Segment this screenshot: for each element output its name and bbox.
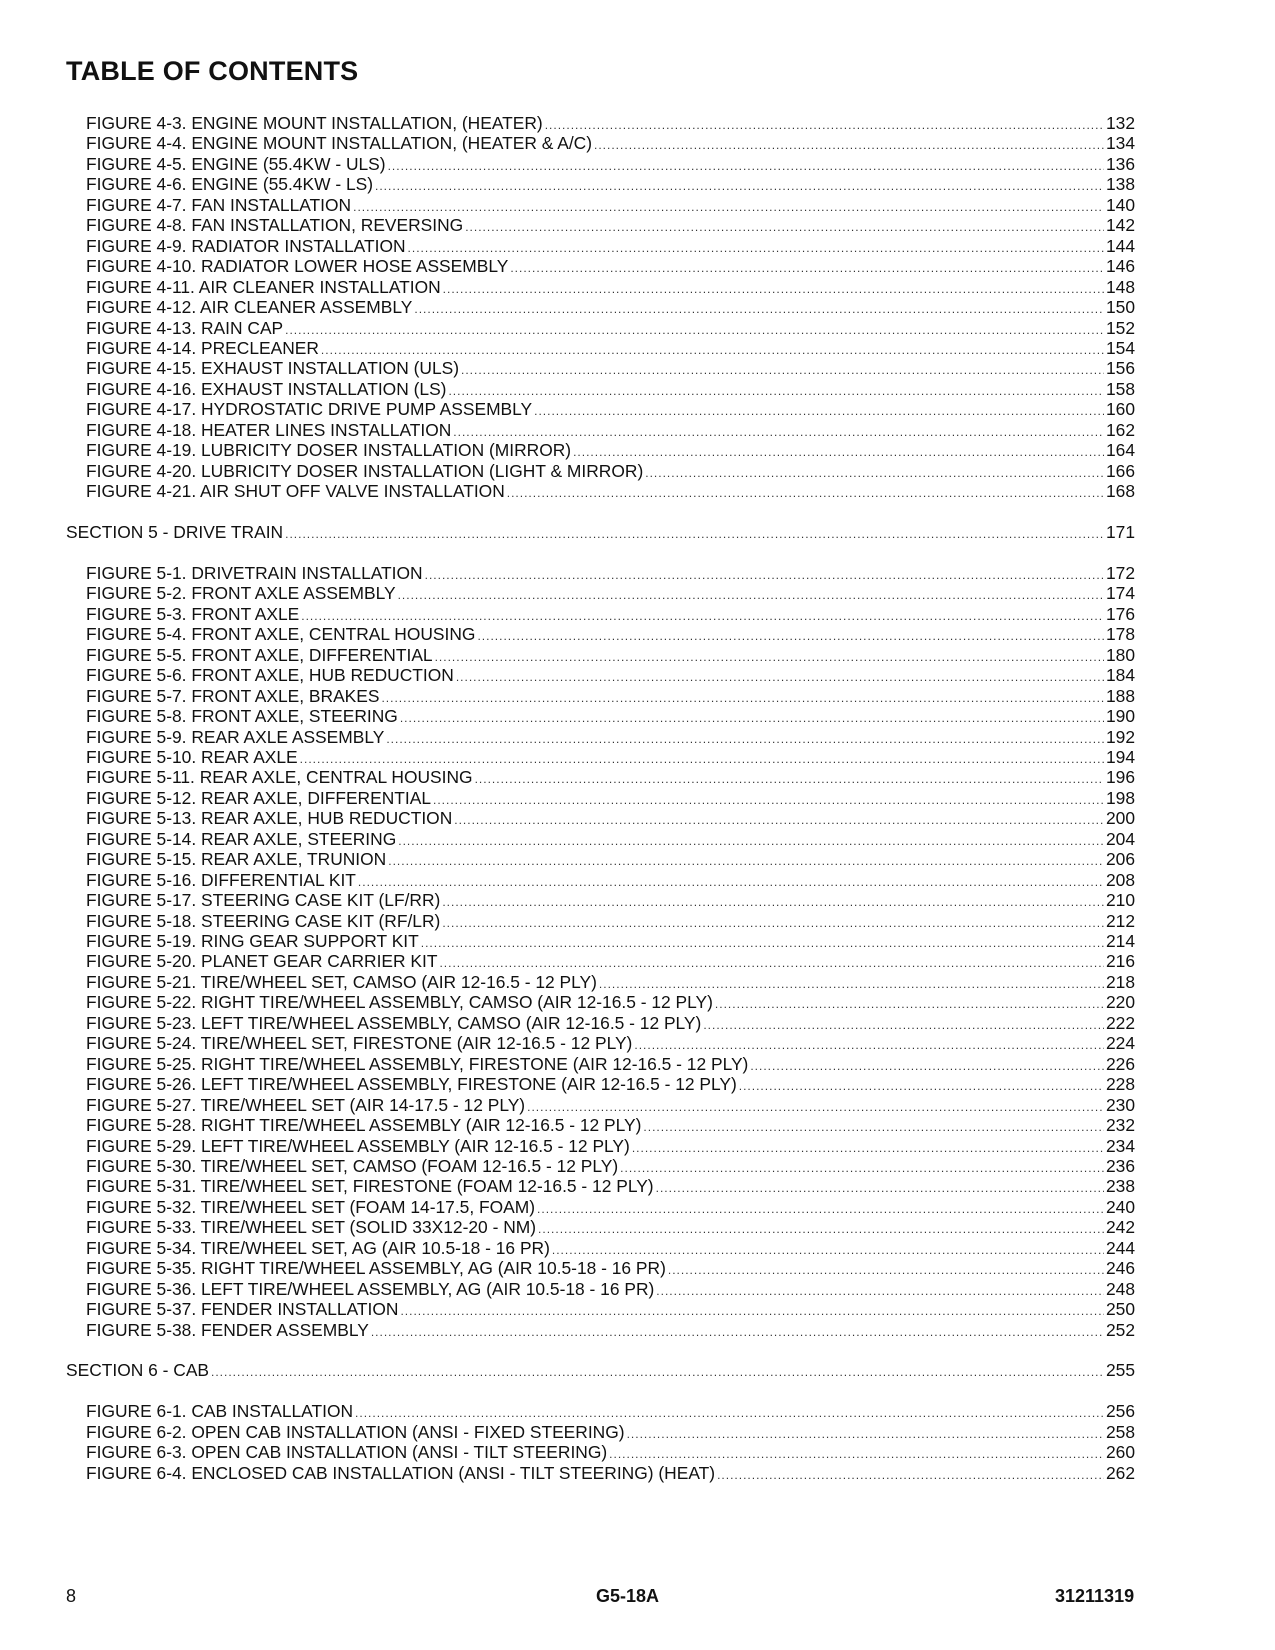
toc-figure-entry[interactable]: [0, 1217, 1275, 1238]
dot-leader: [211, 1362, 1104, 1383]
toc-entry-label: FIGURE 4-16. EXHAUST INSTALLATION (LS): [86, 378, 447, 399]
toc-entry-page: 210: [1105, 890, 1135, 911]
toc-entry-label: FIGURE 5-28. RIGHT TIRE/WHEEL ASSEMBLY (AIR 12-16.5 - 12 PLY): [86, 1115, 642, 1136]
toc-entry-page: 214: [1105, 931, 1135, 951]
toc-entry-label: FIGURE 5-19. RING GEAR SUPPORT KIT: [86, 931, 419, 951]
toc-figure-entry[interactable]: [0, 1320, 1275, 1341]
dot-leader: [507, 483, 1104, 504]
toc-figure-entry[interactable]: [0, 992, 1275, 1013]
toc-entry-page: 252: [1105, 1319, 1135, 1340]
toc-figure-entry[interactable]: [0, 1299, 1275, 1320]
toc-figure-entry[interactable]: [0, 440, 1275, 461]
toc-figure-entry[interactable]: [0, 829, 1275, 850]
toc-figure-entry[interactable]: [0, 1258, 1275, 1279]
toc-entry-label: FIGURE 5-13. REAR AXLE, HUB REDUCTION: [86, 808, 453, 829]
toc-entry-label: FIGURE 5-37. FENDER INSTALLATION: [86, 1299, 399, 1320]
toc-figure-entry[interactable]: [0, 297, 1275, 318]
toc-figure-entry[interactable]: [0, 727, 1275, 748]
toc-entry-label: FIGURE 5-18. STEERING CASE KIT (RF/LR): [86, 910, 441, 931]
toc-entry-label: FIGURE 5-20. PLANET GEAR CARRIER KIT: [86, 951, 438, 972]
toc-entry-label: SECTION 6 - CAB: [66, 1360, 210, 1381]
toc-entry-page: 256: [1105, 1401, 1135, 1422]
toc-entry-page: 224: [1105, 1033, 1135, 1054]
toc-figure-entry[interactable]: [0, 420, 1275, 441]
toc-entry-page: 218: [1105, 971, 1135, 992]
toc-entry-label: FIGURE 6-1. CAB INSTALLATION: [86, 1401, 354, 1422]
toc-entry-page: 184: [1105, 665, 1135, 686]
toc-entry-label: FIGURE 4-8. FAN INSTALLATION, REVERSING: [86, 215, 464, 236]
toc-entry-page: 150: [1105, 297, 1135, 318]
toc-figure-entry[interactable]: [0, 972, 1275, 993]
toc-entry-label: FIGURE 4-21. AIR SHUT OFF VALVE INSTALLATION: [86, 481, 505, 502]
toc-entry-page: 250: [1105, 1299, 1135, 1320]
toc-entry-page: 178: [1105, 624, 1135, 645]
toc-entry-page: 148: [1105, 276, 1135, 297]
toc-figure-entry[interactable]: [0, 1279, 1275, 1300]
toc-entry-label: FIGURE 5-33. TIRE/WHEEL SET (SOLID 33X12-20 - NM): [86, 1217, 537, 1238]
toc-entry-label: FIGURE 5-2. FRONT AXLE ASSEMBLY: [86, 583, 396, 604]
toc-entry-label: FIGURE 4-3. ENGINE MOUNT INSTALLATION, (HEATER): [86, 113, 543, 133]
toc-figure-entry[interactable]: [0, 706, 1275, 727]
toc-entry-page: 162: [1105, 419, 1135, 440]
toc-entry-page: 152: [1105, 317, 1135, 338]
toc-figure-entry[interactable]: [0, 1054, 1275, 1075]
toc-entry-page: 248: [1105, 1278, 1135, 1299]
toc-entry-page: 238: [1105, 1176, 1135, 1197]
toc-entry-label: FIGURE 4-13. RAIN CAP: [86, 317, 284, 338]
toc-entry-page: 198: [1105, 787, 1135, 808]
toc-entry-page: 138: [1105, 174, 1135, 195]
toc-entry-page: 216: [1105, 951, 1135, 972]
toc-entry-label: FIGURE 5-12. REAR AXLE, DIFFERENTIAL: [86, 787, 432, 808]
toc-entry-label: FIGURE 4-4. ENGINE MOUNT INSTALLATION, (HEATER & A/C): [86, 133, 593, 154]
toc-entry-label: FIGURE 5-26. LEFT TIRE/WHEEL ASSEMBLY, FIRESTONE (AIR 12-16.5 - 12 PLY): [86, 1074, 737, 1095]
toc-entry-label: FIGURE 4-11. AIR CLEANER INSTALLATION: [86, 276, 441, 297]
toc-entry-page: 220: [1105, 992, 1135, 1013]
toc-entry-label: FIGURE 4-18. HEATER LINES INSTALLATION: [86, 419, 452, 440]
toc-figure-entry[interactable]: [0, 195, 1275, 216]
toc-figure-entry[interactable]: [0, 1013, 1275, 1034]
toc-section-entry[interactable]: [0, 1360, 1275, 1381]
toc-figure-entry[interactable]: [0, 624, 1275, 645]
toc-figure-entry[interactable]: [0, 358, 1275, 379]
toc-entry-page: 160: [1105, 399, 1135, 420]
toc-figure-entry[interactable]: [0, 686, 1275, 707]
toc-entry-page: 190: [1105, 706, 1135, 727]
toc-figure-entry[interactable]: [0, 1197, 1275, 1218]
toc-entry-page: 166: [1105, 460, 1135, 481]
toc-entry-page: 134: [1105, 133, 1135, 154]
toc-entry-page: 196: [1105, 767, 1135, 788]
toc-entry-label: FIGURE 4-5. ENGINE (55.4KW - ULS): [86, 153, 386, 174]
toc-figure-entry[interactable]: [0, 277, 1275, 298]
toc-figure-entry[interactable]: [0, 236, 1275, 257]
toc-entry-page: 228: [1105, 1074, 1135, 1095]
toc-entry-page: 188: [1105, 685, 1135, 706]
dot-leader: [371, 1322, 1104, 1343]
footer-model: G5-18A: [596, 1586, 660, 1606]
toc-entry-label: FIGURE 5-27. TIRE/WHEEL SET (AIR 14-17.5 - 12 PLY): [86, 1094, 526, 1115]
toc-entry-label: FIGURE 4-9. RADIATOR INSTALLATION: [86, 235, 406, 256]
toc-entry-label: FIGURE 5-6. FRONT AXLE, HUB REDUCTION: [86, 665, 454, 686]
toc-entry-page: 176: [1105, 603, 1135, 624]
toc-entry-page: 226: [1105, 1053, 1135, 1074]
toc-entry-label: FIGURE 4-20. LUBRICITY DOSER INSTALLATION (LIGHT & MIRROR): [86, 460, 644, 481]
toc-figure-entry[interactable]: [0, 1238, 1275, 1259]
toc-figure-entry[interactable]: [0, 645, 1275, 666]
toc-section-entry[interactable]: [0, 522, 1275, 543]
toc-entry-page: 222: [1105, 1012, 1135, 1033]
toc-figure-entry[interactable]: [0, 379, 1275, 400]
toc-figure-entry[interactable]: [0, 256, 1275, 277]
toc-entry-label: FIGURE 5-1. DRIVETRAIN INSTALLATION: [86, 562, 423, 583]
toc-entry-page: 258: [1105, 1421, 1135, 1442]
toc-figure-entry[interactable]: [0, 767, 1275, 788]
toc-entry-label: FIGURE 4-12. AIR CLEANER ASSEMBLY: [86, 297, 413, 318]
toc-entry-label: FIGURE 5-4. FRONT AXLE, CENTRAL HOUSING: [86, 624, 476, 645]
toc-figure-entry[interactable]: [0, 1115, 1275, 1136]
toc-entry-page: 262: [1105, 1462, 1135, 1483]
toc-entry-label: FIGURE 5-30. TIRE/WHEEL SET, CAMSO (FOAM 12-16.5 - 12 PLY): [86, 1155, 619, 1176]
toc-figure-entry[interactable]: [0, 113, 1275, 134]
toc-entry-page: 171: [1105, 522, 1135, 542]
toc-figure-entry[interactable]: [0, 1136, 1275, 1157]
toc-entry-label: FIGURE 5-34. TIRE/WHEEL SET, AG (AIR 10.5-18 - 16 PR): [86, 1237, 550, 1258]
page-title: TABLE OF CONTENTS: [66, 56, 359, 86]
toc-entry-page: 204: [1105, 828, 1135, 849]
toc-entry-page: 236: [1105, 1155, 1135, 1176]
toc-entry-label: FIGURE 4-10. RADIATOR LOWER HOSE ASSEMBLY: [86, 256, 509, 277]
toc-figure-entry[interactable]: [0, 931, 1275, 952]
toc-figure-entry[interactable]: [0, 563, 1275, 584]
toc-figure-entry[interactable]: [0, 215, 1275, 236]
toc-figure-entry[interactable]: [0, 133, 1275, 154]
toc-entry-page: 156: [1105, 358, 1135, 379]
toc-entry-page: 255: [1105, 1360, 1135, 1381]
toc-entry-page: 158: [1105, 378, 1135, 399]
toc-entry-page: 136: [1105, 153, 1135, 174]
toc-figure-entry[interactable]: [0, 1401, 1275, 1422]
toc-entry-page: 212: [1105, 910, 1135, 931]
toc-figure-entry[interactable]: [0, 890, 1275, 911]
toc-figure-entry[interactable]: [0, 1156, 1275, 1177]
toc-entry-page: 146: [1105, 256, 1135, 277]
toc-entry-label: FIGURE 5-29. LEFT TIRE/WHEEL ASSEMBLY (AIR 12-16.5 - 12 PLY): [86, 1135, 630, 1156]
toc-figure-entry[interactable]: [0, 461, 1275, 482]
toc-entry-page: 154: [1105, 337, 1135, 358]
toc-figure-entry[interactable]: [0, 1074, 1275, 1095]
toc-figure-entry[interactable]: [0, 911, 1275, 932]
footer-document-number: 31211319: [1055, 1586, 1135, 1606]
toc-entry-label: FIGURE 5-14. REAR AXLE, STEERING: [86, 828, 397, 849]
toc-entry-label: FIGURE 5-8. FRONT AXLE, STEERING: [86, 706, 398, 727]
toc-entry-page: 230: [1105, 1094, 1135, 1115]
toc-entry-label: FIGURE 5-22. RIGHT TIRE/WHEEL ASSEMBLY, CAMSO (AIR 12-16.5 - 12 PLY): [86, 992, 713, 1013]
toc-figure-entry[interactable]: [0, 481, 1275, 502]
footer-page-number: 8: [66, 1586, 77, 1606]
toc-entry-page: 172: [1105, 562, 1135, 583]
toc-figure-entry[interactable]: [0, 1095, 1275, 1116]
toc-entry-page: 194: [1105, 746, 1135, 767]
toc-entry-label: FIGURE 5-25. RIGHT TIRE/WHEEL ASSEMBLY, FIRESTONE (AIR 12-16.5 - 12 PLY): [86, 1053, 749, 1074]
toc-entry-page: 142: [1105, 215, 1135, 236]
toc-entry-label: FIGURE 5-23. LEFT TIRE/WHEEL ASSEMBLY, CAMSO (AIR 12-16.5 - 12 PLY): [86, 1012, 702, 1033]
toc-figure-entry[interactable]: [0, 849, 1275, 870]
toc-figure-entry[interactable]: [0, 788, 1275, 809]
toc-entry-page: 246: [1105, 1258, 1135, 1279]
toc-entry-label: FIGURE 4-6. ENGINE (55.4KW - LS): [86, 174, 374, 195]
toc-entry-label: FIGURE 6-4. ENCLOSED CAB INSTALLATION (ANSI - TILT STEERING) (HEAT): [86, 1462, 716, 1483]
toc-entry-label: FIGURE 5-36. LEFT TIRE/WHEEL ASSEMBLY, AG (AIR 10.5-18 - 16 PR): [86, 1278, 655, 1299]
toc-figure-entry[interactable]: [0, 604, 1275, 625]
toc-figure-entry[interactable]: [0, 338, 1275, 359]
toc-entry-page: 192: [1105, 726, 1135, 747]
toc-entry-label: FIGURE 5-11. REAR AXLE, CENTRAL HOUSING: [86, 767, 473, 788]
toc-entry-page: 144: [1105, 235, 1135, 256]
toc-entry-page: 242: [1105, 1217, 1135, 1238]
toc-entry-page: 206: [1105, 849, 1135, 870]
toc-figure-entry[interactable]: [0, 665, 1275, 686]
toc-entry-label: FIGURE 5-24. TIRE/WHEEL SET, FIRESTONE (AIR 12-16.5 - 12 PLY): [86, 1033, 633, 1054]
toc-figure-entry[interactable]: [0, 1033, 1275, 1054]
toc-figure-entry[interactable]: [0, 870, 1275, 891]
toc-entry-label: FIGURE 4-14. PRECLEANER: [86, 337, 319, 358]
toc-entry-label: FIGURE 5-17. STEERING CASE KIT (LF/RR): [86, 890, 441, 911]
toc-entry-page: 232: [1105, 1115, 1135, 1136]
toc-entry-label: FIGURE 5-38. FENDER ASSEMBLY: [86, 1319, 369, 1340]
toc-figure-entry[interactable]: [0, 154, 1275, 175]
toc-entry-page: 234: [1105, 1135, 1135, 1156]
dot-leader: [285, 524, 1104, 545]
toc-figure-entry[interactable]: [0, 951, 1275, 972]
toc-figure-entry[interactable]: [0, 399, 1275, 420]
toc-figure-entry[interactable]: [0, 808, 1275, 829]
toc-entry-label: FIGURE 4-19. LUBRICITY DOSER INSTALLATION (MIRROR): [86, 440, 572, 461]
toc-entry-label: FIGURE 5-5. FRONT AXLE, DIFFERENTIAL: [86, 644, 433, 665]
toc-entry-label: FIGURE 5-15. REAR AXLE, TRUNION: [86, 849, 387, 870]
toc-entry-label: FIGURE 5-7. FRONT AXLE, BRAKES: [86, 685, 380, 706]
toc-entry-page: 174: [1105, 583, 1135, 604]
toc-entry-label: FIGURE 5-21. TIRE/WHEEL SET, CAMSO (AIR 12-16.5 - 12 PLY): [86, 971, 597, 992]
toc-entry-label: FIGURE 4-15. EXHAUST INSTALLATION (ULS): [86, 358, 460, 379]
toc-entry-page: 140: [1105, 194, 1135, 215]
toc-entry-page: 168: [1105, 481, 1135, 502]
toc-entry-page: 244: [1105, 1237, 1135, 1258]
toc-entry-label: FIGURE 5-32. TIRE/WHEEL SET (FOAM 14-17.5, FOAM): [86, 1196, 536, 1217]
toc-entry-label: FIGURE 6-2. OPEN CAB INSTALLATION (ANSI - FIXED STEERING): [86, 1421, 625, 1442]
toc-figure-entry[interactable]: [0, 174, 1275, 195]
toc-figure-entry[interactable]: [0, 318, 1275, 339]
toc-figure-entry[interactable]: [0, 1176, 1275, 1197]
toc-entry-page: 240: [1105, 1196, 1135, 1217]
toc-entry-page: 180: [1105, 644, 1135, 665]
toc-entry-page: 132: [1105, 113, 1135, 133]
toc-figure-entry[interactable]: [0, 583, 1275, 604]
toc-entry-label: FIGURE 5-3. FRONT AXLE: [86, 603, 300, 624]
toc-entry-label: FIGURE 4-7. FAN INSTALLATION: [86, 194, 352, 215]
toc-entry-page: 200: [1105, 808, 1135, 829]
toc-entry-page: 208: [1105, 869, 1135, 890]
toc-figure-entry[interactable]: [0, 1463, 1275, 1484]
toc-entry-label: SECTION 5 - DRIVE TRAIN: [66, 522, 284, 542]
toc-entry-label: FIGURE 5-31. TIRE/WHEEL SET, FIRESTONE (FOAM 12-16.5 - 12 PLY): [86, 1176, 654, 1197]
toc-figure-entry[interactable]: [0, 1442, 1275, 1463]
toc-entry-label: FIGURE 5-16. DIFFERENTIAL KIT: [86, 869, 356, 890]
toc-figure-entry[interactable]: [0, 1422, 1275, 1443]
dot-leader: [717, 1465, 1104, 1486]
toc-entry-page: 260: [1105, 1442, 1135, 1463]
toc-entry-label: FIGURE 5-35. RIGHT TIRE/WHEEL ASSEMBLY, AG (AIR 10.5-18 - 16 PR): [86, 1258, 666, 1279]
toc-entry-label: FIGURE 5-10. REAR AXLE: [86, 746, 298, 767]
toc-entry-page: 164: [1105, 440, 1135, 461]
toc-figure-entry[interactable]: [0, 747, 1275, 768]
toc-entry-label: FIGURE 5-9. REAR AXLE ASSEMBLY: [86, 726, 385, 747]
toc-entry-label: FIGURE 6-3. OPEN CAB INSTALLATION (ANSI - TILT STEERING): [86, 1442, 608, 1463]
toc-entry-label: FIGURE 4-17. HYDROSTATIC DRIVE PUMP ASSEMBLY: [86, 399, 533, 420]
